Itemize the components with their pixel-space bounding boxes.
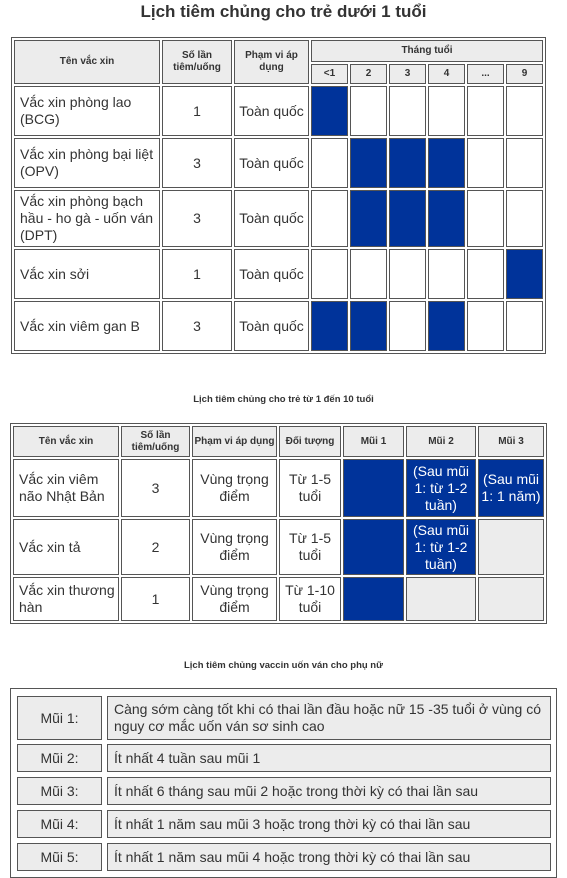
month-col-header: 2	[350, 64, 387, 84]
month-cell-empty	[311, 190, 348, 247]
month-cell-empty	[506, 138, 543, 188]
col-header-vaccine: Tên vắc xin	[14, 40, 160, 84]
month-col-header: 9	[506, 64, 543, 84]
month-col-header: ...	[467, 64, 504, 84]
dose-count: 2	[121, 519, 190, 575]
vaccine-name: Vắc xin viêm não Nhật Bản	[13, 459, 119, 517]
vaccine-name: Vắc xin thương hàn	[13, 577, 119, 621]
month-cell-filled	[506, 249, 543, 299]
month-cell-empty	[428, 86, 465, 136]
month-cell-filled	[350, 190, 387, 247]
scope-cell: Toàn quốc	[234, 249, 309, 299]
dose-count: 1	[162, 86, 232, 136]
col-header-dose2: Mũi 2	[406, 426, 476, 457]
dose2-cell: (Sau mũi 1: từ 1-2 tuần)	[406, 519, 476, 575]
table-row	[14, 138, 543, 188]
dose-count: 3	[162, 190, 232, 247]
dose-description: Ít nhất 1 năm sau mũi 3 hoặc trong thời kỳ có thai lần sau	[107, 810, 551, 838]
dose-description: Ít nhất 6 tháng sau mũi 2 hoặc trong thời kỳ có thai lần sau	[107, 777, 551, 805]
dose-count: 3	[162, 138, 232, 188]
table-row	[14, 86, 543, 136]
month-cell-empty	[311, 249, 348, 299]
target-cell: Từ 1-10 tuổi	[279, 577, 341, 621]
month-cell-empty	[467, 301, 504, 351]
scope-cell: Toàn quốc	[234, 86, 309, 136]
col-header-target: Đối tượng	[279, 426, 341, 457]
dose-count: 3	[121, 459, 190, 517]
dose-description: Ít nhất 4 tuần sau mũi 1	[107, 744, 551, 772]
scope-cell: Toàn quốc	[234, 138, 309, 188]
month-cell-empty	[467, 190, 504, 247]
month-cell-filled	[428, 301, 465, 351]
dose-label: Mũi 3:	[17, 777, 102, 805]
scope-cell: Vùng trọng điểm	[192, 459, 277, 517]
dose-count: 1	[162, 249, 232, 299]
month-cell-filled	[350, 138, 387, 188]
infant-schedule-table	[11, 37, 546, 354]
table-row	[13, 459, 544, 517]
month-cell-filled	[428, 190, 465, 247]
scope-cell: Toàn quốc	[234, 301, 309, 351]
dose-description: Ít nhất 1 năm sau mũi 4 hoặc trong thời kỳ có thai lần sau	[107, 843, 551, 871]
month-cell-filled	[350, 301, 387, 351]
month-cell-empty	[467, 138, 504, 188]
dose-description: Càng sớm càng tốt khi có thai lần đầu hoặc nữ 15 -35 tuổi ở vùng có nguy cơ mắc uốn ván sơ sinh cao	[107, 696, 551, 740]
table-row	[13, 577, 544, 621]
vaccine-name: Vắc xin phòng bạch hầu - ho gà - uốn ván (DPT)	[14, 190, 160, 247]
month-cell-empty	[350, 86, 387, 136]
dose3-cell: (Sau mũi 1: 1 năm)	[478, 459, 544, 517]
women-schedule-box	[10, 688, 557, 878]
month-cell-empty	[506, 190, 543, 247]
target-cell: Từ 1-5 tuổi	[279, 519, 341, 575]
vaccine-name: Vắc xin phòng bại liệt (OPV)	[14, 138, 160, 188]
month-col-header: <1	[311, 64, 348, 84]
month-cell-empty	[467, 249, 504, 299]
scope-cell: Vùng trọng điểm	[192, 577, 277, 621]
dose2-cell	[406, 577, 476, 621]
dose-label: Mũi 4:	[17, 810, 102, 838]
table-row	[13, 519, 544, 575]
dose-label: Mũi 5:	[17, 843, 102, 871]
dose-count: 3	[162, 301, 232, 351]
dose3-cell	[478, 519, 544, 575]
col-header-scope: Phạm vi áp dụng	[234, 40, 309, 84]
dose-count: 1	[121, 577, 190, 621]
col-header-doses: Số lần tiêm/uống	[162, 40, 232, 84]
col-header-scope: Phạm vi áp dụng	[192, 426, 277, 457]
month-cell-filled	[389, 190, 426, 247]
infant-schedule-title: Lịch tiêm chủng cho trẻ dưới 1 tuổi	[140, 2, 427, 21]
table-row	[14, 190, 543, 247]
month-cell-empty	[506, 86, 543, 136]
dose2-cell: (Sau mũi 1: từ 1-2 tuần)	[406, 459, 476, 517]
month-cell-empty	[389, 249, 426, 299]
children-schedule-table	[10, 423, 547, 624]
dose-label: Mũi 1:	[17, 696, 102, 740]
col-header-vaccine: Tên vắc xin	[13, 426, 119, 457]
scope-cell: Vùng trọng điểm	[192, 519, 277, 575]
month-cell-empty	[467, 86, 504, 136]
month-cell-empty	[506, 301, 543, 351]
month-cell-empty	[428, 249, 465, 299]
dose1-cell	[343, 459, 404, 517]
col-header-months: Tháng tuổi	[311, 40, 543, 62]
month-cell-empty	[311, 138, 348, 188]
month-col-header: 4	[428, 64, 465, 84]
month-cell-empty	[389, 86, 426, 136]
children-schedule-title: Lịch tiêm chủng cho trẻ từ 1 đến 10 tuổi	[193, 394, 374, 405]
table-row	[14, 249, 543, 299]
women-schedule-title: Lịch tiêm chủng vaccin uốn ván cho phụ nữ	[183, 660, 383, 671]
vaccine-name: Vắc xin phòng lao (BCG)	[14, 86, 160, 136]
target-cell: Từ 1-5 tuổi	[279, 459, 341, 517]
month-cell-filled	[311, 86, 348, 136]
dose1-cell	[343, 577, 404, 621]
dose-label: Mũi 2:	[17, 744, 102, 772]
table-row	[14, 301, 543, 351]
col-header-dose1: Mũi 1	[343, 426, 404, 457]
vaccine-name: Vắc xin viêm gan B	[14, 301, 160, 351]
month-cell-filled	[311, 301, 348, 351]
month-cell-filled	[428, 138, 465, 188]
col-header-dose3: Mũi 3	[478, 426, 544, 457]
dose1-cell	[343, 519, 404, 575]
month-cell-filled	[389, 138, 426, 188]
dose3-cell	[478, 577, 544, 621]
col-header-doses: Số lần tiêm/uống	[121, 426, 190, 457]
vaccine-name: Vắc xin sởi	[14, 249, 160, 299]
vaccine-name: Vắc xin tả	[13, 519, 119, 575]
scope-cell: Toàn quốc	[234, 190, 309, 247]
month-cell-empty	[389, 301, 426, 351]
month-cell-empty	[350, 249, 387, 299]
month-col-header: 3	[389, 64, 426, 84]
